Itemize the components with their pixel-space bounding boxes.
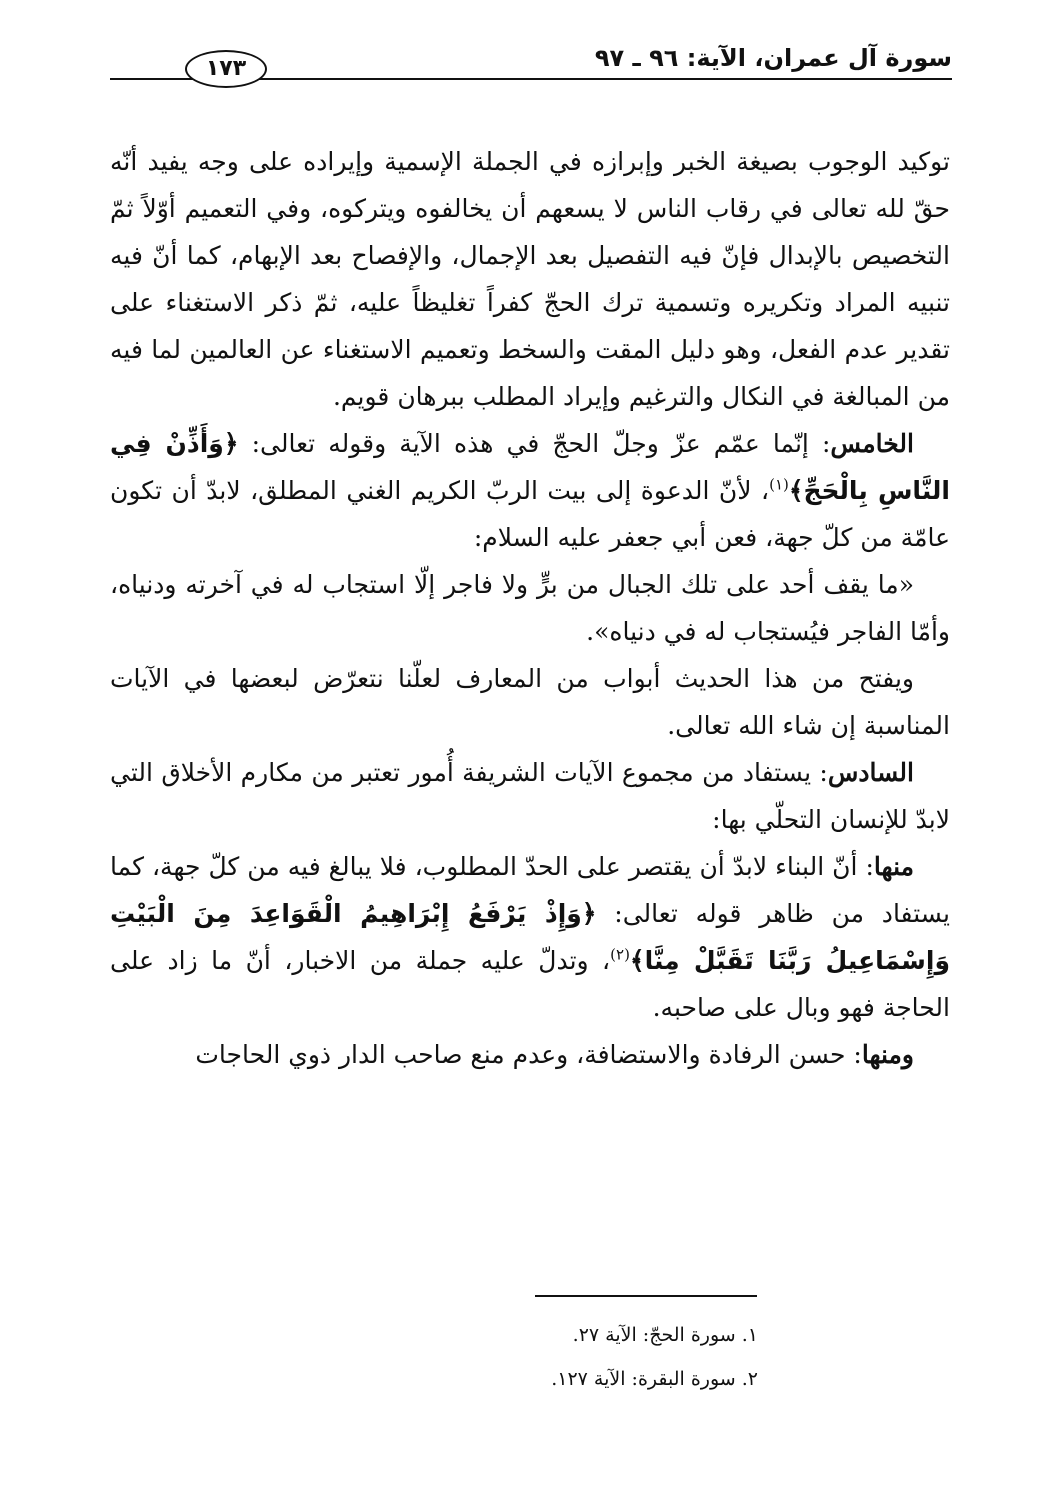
section-label-fifth: الخامس (830, 429, 914, 458)
paragraph-5 (110, 749, 950, 843)
footnote-rule (535, 1295, 757, 1297)
paragraph-6 (110, 843, 950, 1031)
paragraph-4: ويفتح من هذا الحديث أبواب من المعارف لعلّنا نتعرّض لبعضها في الآيات المناسبة إن شاء الله تعالى. (110, 664, 950, 740)
body-text (110, 138, 950, 1078)
paragraph-7 (110, 1031, 950, 1078)
page-header (110, 38, 952, 90)
footnote-2: ٢. سورة البقرة: الآية ١٢٧. (551, 1368, 758, 1390)
footnote-ref-1: (١) (769, 475, 789, 494)
section-label-sixth: السادس (827, 758, 914, 787)
quran-verse-2: ﴿وَإِذْ يَرْفَعُ إِبْرَاهِيمُ الْقَوَاعِدَ مِنَ الْبَيْتِ وَإِسْمَاعِيلُ رَبَّنَا تَقَبَّلْ مِنَّا﴾ (110, 899, 951, 975)
page-number: ١٧٣ (185, 50, 267, 88)
paragraph-2-text-a: : إنّما عمّم عزّ وجلّ الحجّ في هذه الآية وقوله تعالى: (238, 429, 831, 458)
paragraph-2 (110, 420, 950, 561)
item-label-second: ومنها (861, 1040, 914, 1069)
paragraph-1: توكيد الوجوب بصيغة الخبر وإبرازه في الجملة الإسمية وإيراده على وجه يفيد أنّه حقّ لله تعالى في رقاب الناس لا يسعهم أن يخالفوه ويتركوه، وفي التعميم أوّلاً ثمّ التخصيص بالإبدال فإنّ فيه التفصيل بعد الإجمال، والإفصاح بعد الإبهام، كما أنّ فيه تنبيه المراد وتكريره وتسمية ترك الحجّ كفراً تغليظاً عليه، ثمّ ذكر الاستغناء على تقدير عدم الفعل، وهو دليل المقت والسخط وتعميم الاستغناء عن العالمين لما فيه من المبالغة في النكال والترغيم وإيراد المطلب ببرهان قويم. (110, 147, 950, 411)
paragraph-7-text: : حسن الرفادة والاستضافة، وعدم منع صاحب الدار ذوي الحاجات (195, 1040, 862, 1069)
item-label-first: منها (873, 852, 914, 881)
footnote-1: ١. سورة الحجّ: الآية ٢٧. (572, 1324, 758, 1346)
paragraph-6-text-a: : أنّ البناء لابدّ أن يقتصر على الحدّ المطلوب، فلا يبالغ فيه من كلّ جهة، كما يستفاد من ظاهر قوله تعالى: (110, 852, 951, 928)
footnotes (110, 1313, 758, 1401)
paragraph-5-text: : يستفاد من مجموع الآيات الشريفة أُمور تعتبر من مكارم الأخلاق التي لابدّ للإنسان التحلّي بها: (110, 758, 950, 834)
hadith-quote: «ما يقف أحد على تلك الجبال من برٍّ ولا فاجر إلّا استجاب له في آخرته ودنياه، وأمّا الفاجر فيُستجاب له في دنياه». (110, 570, 950, 646)
quran-verse-1: ﴿وَأَذِّنْ فِي النَّاسِ بِالْحَجِّ﴾ (110, 429, 950, 505)
paragraph-2-text-b: ، لأنّ الدعوة إلى بيت الربّ الكريم الغني المطلق، لابدّ أن تكون عامّة من كلّ جهة، فعن أبي جعفر عليه السلام: (110, 476, 950, 552)
header-title: سورة آل عمران، الآية: ٩٦ ـ ٩٧ (594, 44, 952, 72)
footnote-ref-2: (٢) (610, 945, 630, 964)
paragraph-6-text-b: ، وتدلّ عليه جملة من الاخبار، أنّ ما زاد على الحاجة فهو وبال على صاحبه. (110, 946, 950, 1022)
